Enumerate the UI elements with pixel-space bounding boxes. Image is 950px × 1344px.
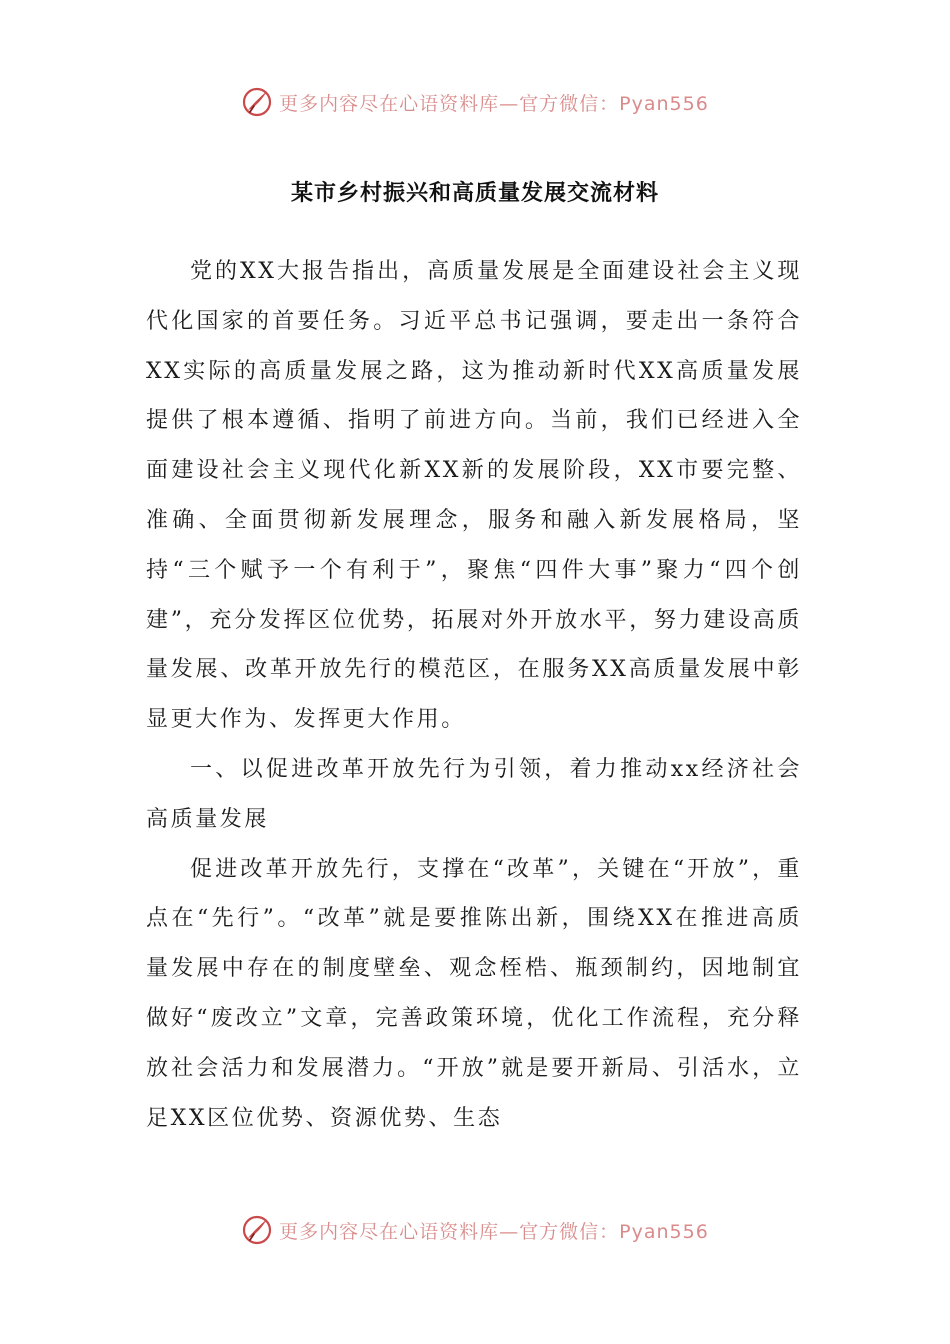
watermark-text: 更多内容尽在心语资料库—官方微信：Pyan556 — [279, 1220, 709, 1243]
paragraph-intro: 党的XX大报告指出，高质量发展是全面建设社会主义现代化国家的首要任务。习近平总书记强调，要走出一条符合XX实际的高质量发展之路，这为推动新时代XX高质量发展提供了根本遵循、指明了前进方向。当前，我们已经进入全面建设社会主义现代化新XX新的发展阶段，XX市要完整、准确、全面贯彻新发展理念，服务和融入新发展格局，坚持“三个赋予一个有利于”，聚焦“四件大事”聚力“四个创建”，充分发挥区位优势，拓展对外开放水平，努力建设高质量发展、改革开放先行的模范区，在服务XX高质量发展中彰显更大作为、发挥更大作用。 — [146, 259, 802, 733]
document-title: 某市乡村振兴和高质量发展交流材料 — [290, 180, 659, 206]
header-watermark-banner — [0, 82, 950, 122]
section-heading-1: 一、以促进改革开放先行为引领，着力推动xx经济社会高质量发展 — [146, 756, 802, 832]
wechat-handle: Pyan556 — [619, 92, 709, 115]
footer-watermark-banner — [0, 1210, 950, 1250]
document-body — [146, 247, 802, 1143]
paragraph-reform-opening: 促进改革开放先行，支撑在“改革”，关键在“开放”，重点在“先行”。“改革”就是要推陈出新，围绕XX在推进高质量发展中存在的制度壁垒、观念桎梏、瓶颈制约，因地制宜做好“废改立”文章，完善政策环境，优化工作流程，充分释放社会活力和发展潜力。“开放”就是要开新局、引活水，立足XX区位优势、资源优势、生态 — [146, 856, 802, 1131]
quill-pen-circle-icon — [241, 1214, 273, 1246]
wechat-handle: Pyan556 — [619, 1220, 709, 1243]
quill-pen-circle-icon — [241, 86, 273, 118]
watermark-text: 更多内容尽在心语资料库—官方微信：Pyan556 — [279, 92, 709, 115]
